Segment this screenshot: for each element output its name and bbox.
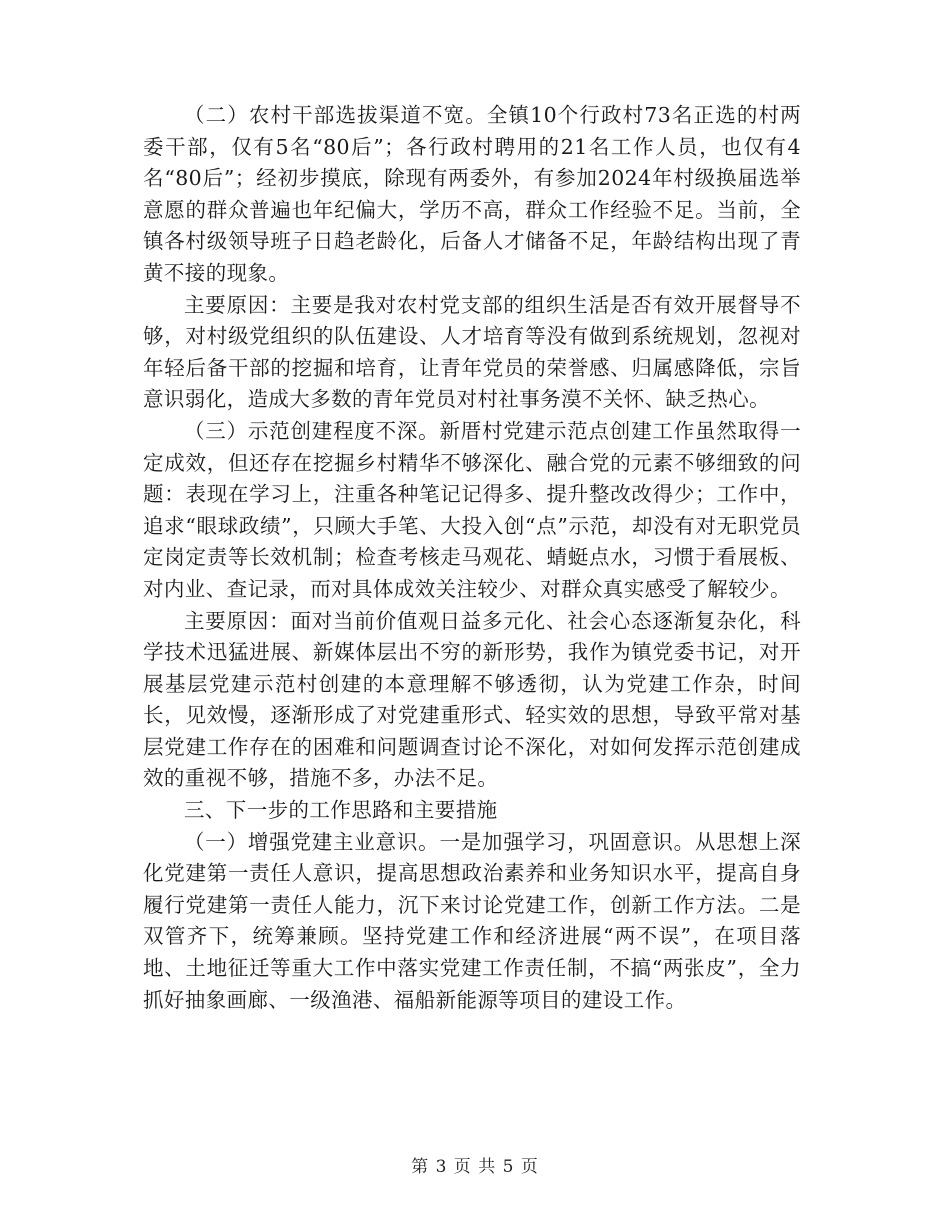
document-body — [143, 100, 801, 1016]
paragraph-rural-cadre-selection: （二）农村干部选拔渠道不宽。全镇10个行政村73名正选的村两委干部，仅有5名“80后”；各行政村聘用的21名工作人员，也仅有4名“80后”；经初步摸底，除现有两委外，有参加2024年村级换届选举意愿的群众普遍也年纪偏大，学历不高，群众工作经验不足。当前，全镇各村级领导班子日趋老龄化，后备人才储备不足，年龄结构出现了青黄不接的现象。 — [143, 103, 801, 285]
paragraph-main-reason-2: 主要原因：面对当前价值观日益多元化、社会心态逐渐复杂化，科学技术迅猛进展、新媒体层出不穷的新形势，我作为镇党委书记，对开展基层党建示范村创建的本意理解不够透彻，认为党建工作杂，时间长，见效慢，逐渐形成了对党建重形式、轻实效的思想，导致平常对基层党建工作存在的困难和问题调查讨论不深化，对如何发挥示范创建成效的重视不够，措施不多，办法不足。 — [143, 608, 801, 791]
paragraph-main-reason-1: 主要原因：主要是我对农村党支部的组织生活是否有效开展督导不够，对村级党组织的队伍建设、人才培育等没有做到系统规划，忽视对年轻后备干部的挖掘和培育，让青年党员的荣誉感、归属感降低，宗旨意识弱化，造成大多数的青年党员对村社事务漠不关怀、缺乏热心。 — [143, 292, 801, 412]
paragraph-demonstration-creation: （三）示范创建程度不深。新厝村党建示范点创建工作虽然取得一定成效，但还存在挖掘乡村精华不够深化、融合党的元素不够细致的问题：表现在学习上，注重各种笔记记得多、提升整改改得少；工作中，追求“眼球政绩”，只顾大手笔、大投入创“点”示范，却没有对无职党员定岗定责等长效机制；检查考核走马观花、蜻蜓点水，习惯于看展板、对内业、查记录，而对具体成效关注较少、对群众真实感受了解较少。 — [143, 418, 801, 601]
section-heading-next-steps: 三、下一步的工作思路和主要措施 — [184, 798, 498, 823]
paragraph-party-building-awareness: （一）增强党建主业意识。一是加强学习，巩固意识。从思想上深化党建第一责任人意识，提高思想政治素养和业务知识水平，提高自身履行党建第一责任人能力，沉下来讨论党建工作，创新工作方法。二是双管齐下，统筹兼顾。坚持党建工作和经济进展“两不误”，在项目落地、土地征迁等重大工作中落实党建工作责任制，不搞“两张皮”，全力抓好抽象画廊、一级渔港、福船新能源等项目的建设工作。 — [143, 829, 801, 1012]
page-number-footer: 第 3 页 共 5 页 — [411, 1157, 539, 1177]
